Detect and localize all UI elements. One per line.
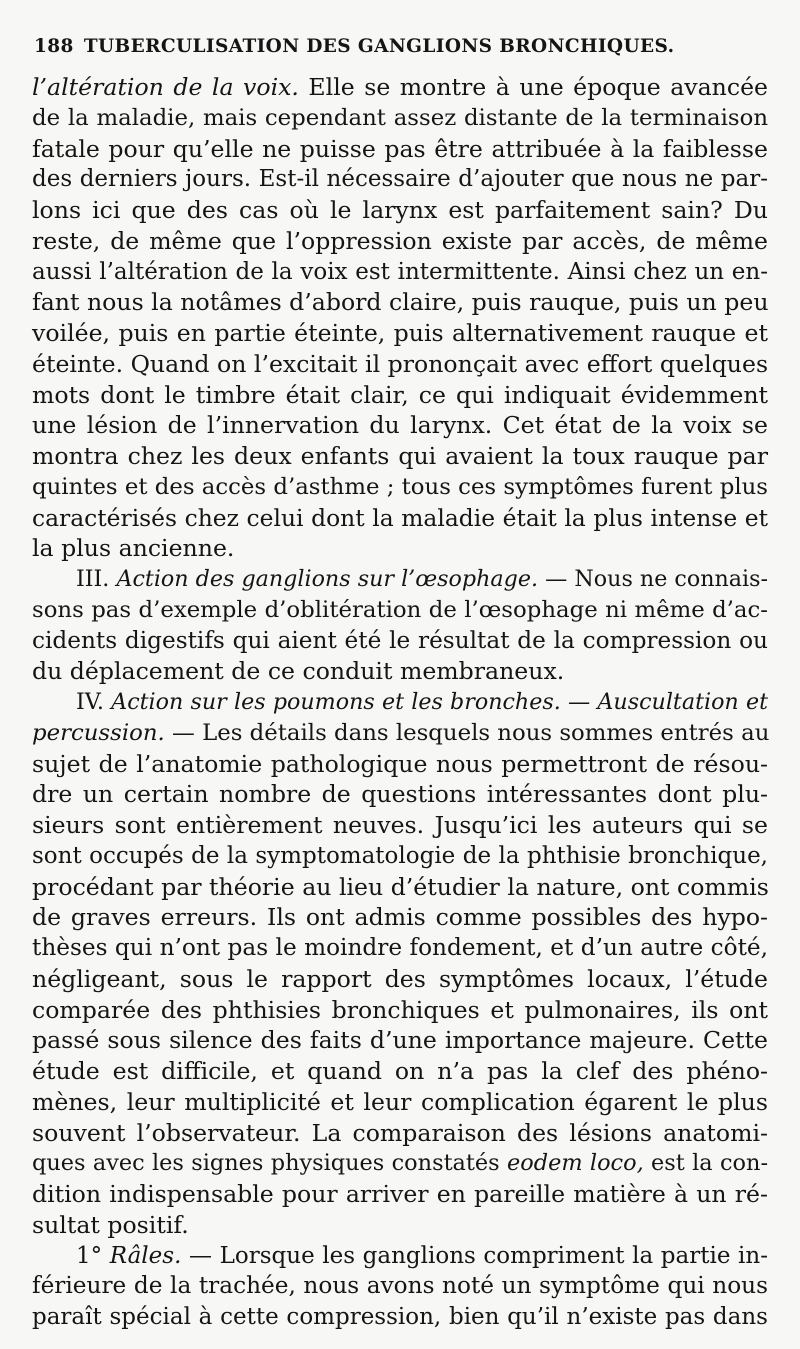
text-line: paraît spécial à cette compression, bien qu’il n’existe pas dans [32,1304,768,1330]
text-line: quintes et des accès d’asthme ; tous ces symptômes furent plus [32,473,768,500]
text-line: sieurs sont entièrement neuves. Jusqu’ici les auteurs qui se [32,811,768,839]
text-line: de graves erreurs. Ils ont admis comme possibles des hypo- [32,903,768,932]
text-line: sultat positif. [32,1210,189,1239]
text-line: sujet de l’anatomie pathologique nous permettront de résou- [32,749,768,778]
text-line: percussion. — Les détails dans lesquels nous sommes entrés au [32,719,770,746]
text-line: de la maladie, mais cependant assez distante de la terminaison [32,104,768,131]
text-line: procédant par théorie au lieu d’étudier la nature, ont commis [32,872,769,901]
subsection-heading-line: 1° Râles. — Lorsque les ganglions compriment la partie in- [76,1242,768,1269]
section-number: IV. [76,689,104,715]
subsection-title: Râles. [102,1242,182,1269]
text-line: sont occupés de la symptomatologie de la phthisie bronchique, [32,842,768,869]
text-line: la plus ancienne. [32,534,235,563]
text-line: fatale pour qu’elle ne puisse pas être attribuée à la faiblesse [32,134,768,163]
text-line: reste, de même que l’oppression existe par accès, de même [32,226,768,255]
text-line: lons ici que des cas où le larynx est parfaitement sain? Du [32,196,768,224]
text-line: mènes, leur multiplicité et leur complication égarent le plus [32,1087,768,1116]
text-line: aussi l’altération de la voix est intermittente. Ainsi chez un en- [32,258,768,285]
text-line: fant nous la notâmes d’abord claire, puis rauque, puis un peu [32,288,769,317]
running-title: TUBERCULISATION DES GANGLIONS BRONCHIQUES. [83,36,675,57]
section-title: Action sur les poumons et les bronches. — Auscultation et [103,689,768,715]
text-line: l’altération de la voix. Elle se montre à une époque avancée [32,73,769,101]
text-line: du déplacement de ce conduit membraneux. [32,657,565,686]
text-line: cidents digestifs qui aient été le résultat de la compression ou [32,626,768,654]
text-line: des derniers jours. Est-il nécessaire d’ajouter que nous ne par- [32,166,768,193]
section-number: III. [76,566,110,592]
text-line: voilée, puis en partie éteinte, puis alternativement rauque et [32,319,768,347]
text-line: thèses qui n’ont pas le moindre fondement, et d’un autre côté, [32,934,768,961]
text-line: montra chez les deux enfants qui avaient la toux rauque par [32,442,768,470]
text-line: caractérisés chez celui dont la maladie était la plus intense et [32,503,768,532]
text-line: mots dont le timbre était clair, ce qui indiquait évidemment [32,380,768,409]
page-number: 188 [34,36,74,57]
text-line: une lésion de l’innervation du larynx. Cet état de la voix se [32,411,768,440]
text-line: étude est difficile, et quand on n’a pas la clef des phéno- [32,1057,768,1085]
text-line: dre un certain nombre de questions intéressantes dont plu- [32,780,768,809]
body-text [32,72,768,1333]
text-line: férieure de la trachée, nous avons noté un symptôme qui nous [32,1272,768,1300]
text-line: ques avec les signes physiques constatés eodem loco, est la con- [32,1150,769,1177]
text-line: souvent l’observateur. La comparaison des lésions anatomi- [32,1118,768,1147]
running-header [34,36,754,62]
text-line: négligeant, sous le rapport des symptômes locaux, l’étude [32,964,768,993]
text-line: passé sous silence des faits d’une importance majeure. Cette [32,1026,768,1055]
section-title: Action des ganglions sur l’œsophage. [109,566,539,592]
subsection-number: 1° [76,1242,103,1269]
text-line: dition indispensable pour arriver en pareille matière à un ré- [32,1180,768,1208]
section-heading-line [32,687,768,718]
section-heading-line: III. Action des ganglions sur l’œsophage. — Nous ne connais- [76,566,768,592]
text-line: sons pas d’exemple d’oblitération de l’œsophage ni même d’ac- [32,596,768,623]
text-line: éteinte. Quand on l’excitait il prononçait avec effort quelques [32,349,769,378]
text-line: comparée des phthisies bronchiques et pulmonaires, ils ont [32,995,768,1024]
